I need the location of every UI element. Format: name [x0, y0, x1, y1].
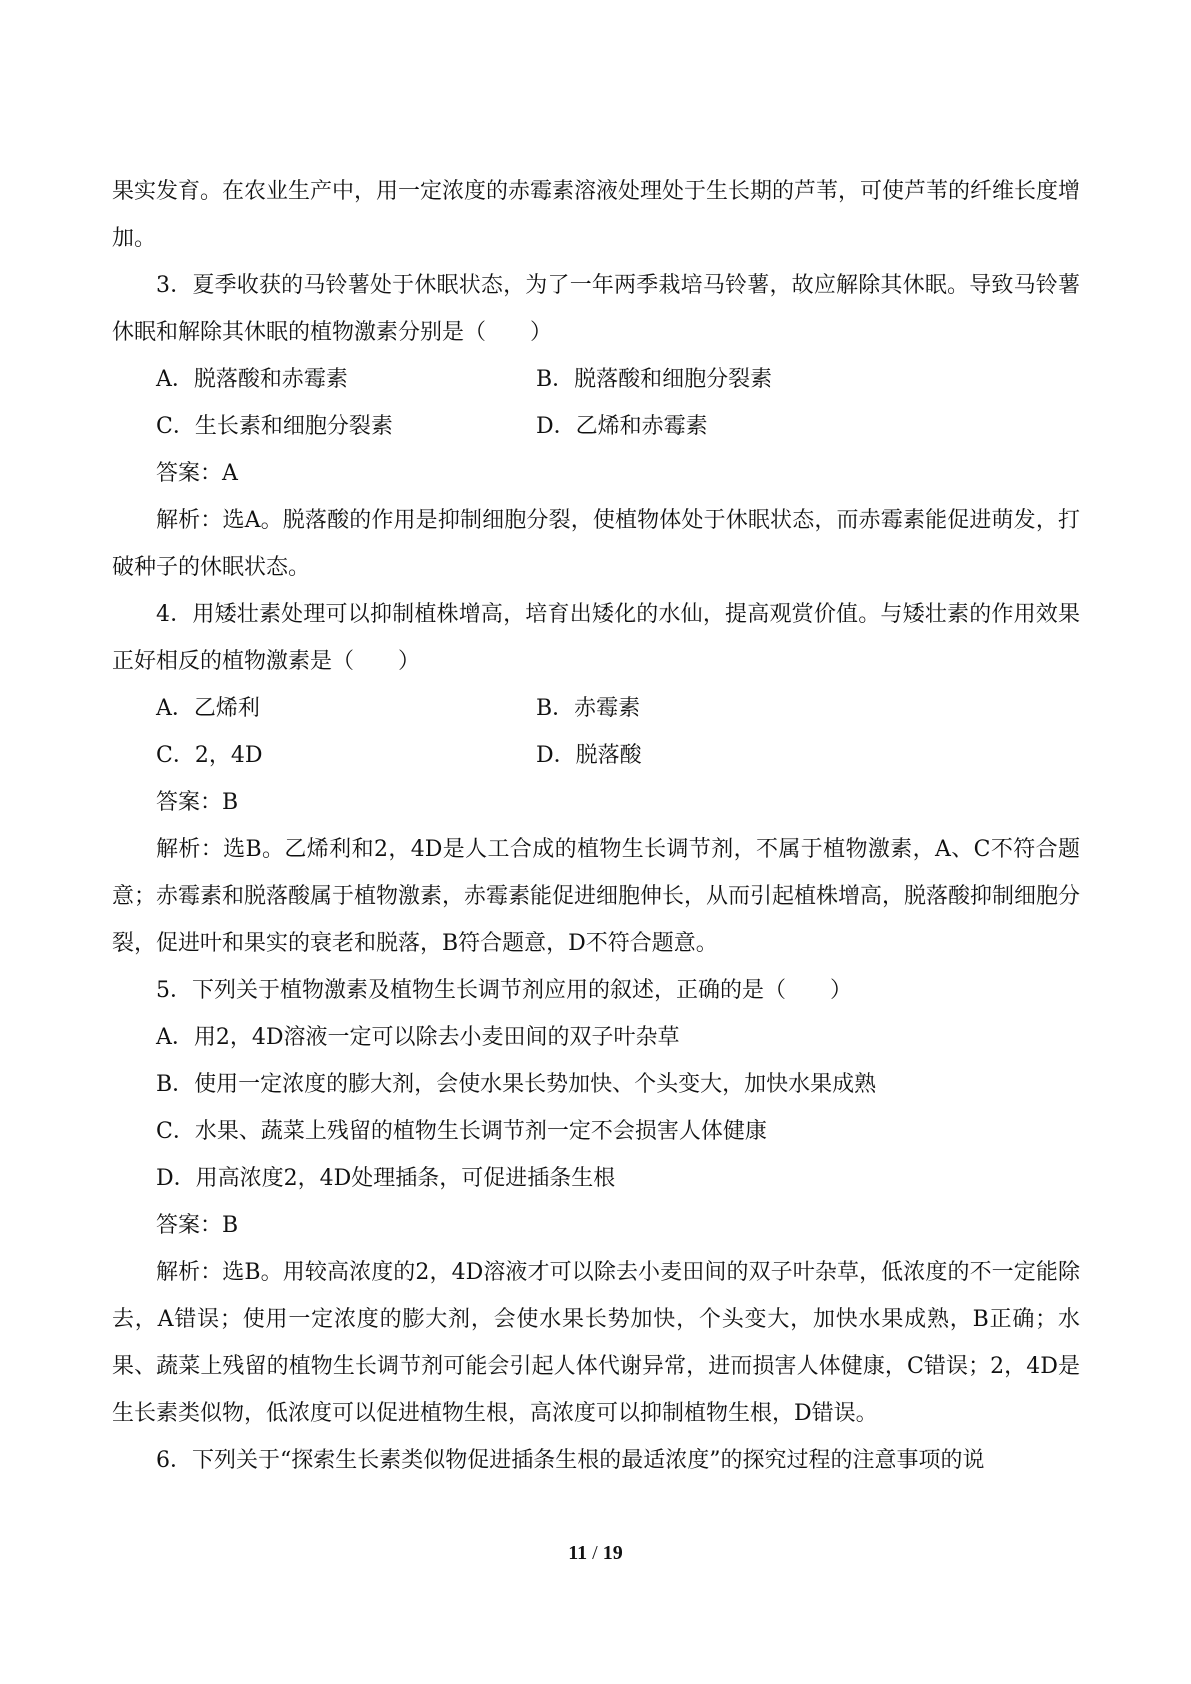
- question-3: 3．夏季收获的马铃薯处于休眠状态，为了一年两季栽培马铃薯，故应解除其休眠。导致马铃薯休眠和解除其休眠的植物激素分别是（ ）: [112, 273, 1080, 345]
- option-b: B．使用一定浓度的膨大剂，会使水果长势加快、个头变大，加快水果成熟: [156, 1072, 877, 1097]
- page-current: 11: [568, 1542, 588, 1564]
- option-c: C．2，4D: [156, 743, 263, 768]
- question-4-options-row-2: [112, 732, 1080, 779]
- question-3-options-row-2: [112, 403, 1080, 450]
- page-body: [112, 168, 1080, 1484]
- answer: 答案：A: [156, 461, 238, 486]
- question-4-options-row-1: [112, 685, 1080, 732]
- option-d: D．乙烯和赤霉素: [536, 414, 708, 439]
- option-d: D．用高浓度2，4D处理插条，可促进插条生根: [156, 1166, 616, 1191]
- option-b: B．赤霉素: [536, 696, 641, 721]
- question-5: 5．下列关于植物激素及植物生长调节剂应用的叙述，正确的是（ ）: [156, 978, 852, 1003]
- option-c: C．生长素和细胞分裂素: [156, 414, 393, 439]
- question-6: 6．下列关于“探索生长素类似物促进插条生根的最适浓度”的探究过程的注意事项的说: [156, 1448, 985, 1473]
- option-d: D．脱落酸: [536, 743, 642, 768]
- question-4: 4．用矮壮素处理可以抑制植株增高，培育出矮化的水仙，提高观赏价值。与矮壮素的作用效果正好相反的植物激素是（ ）: [112, 602, 1080, 674]
- answer: 答案：B: [156, 1213, 239, 1238]
- page-separator: /: [592, 1542, 598, 1564]
- page-total: 19: [602, 1542, 623, 1564]
- paragraph-continuation: 果实发育。在农业生产中，用一定浓度的赤霉素溶液处理处于生长期的芦苇，可使芦苇的纤维长度增加。: [112, 179, 1081, 251]
- option-a: A．脱落酸和赤霉素: [156, 367, 348, 392]
- explanation: 解析：选B。用较高浓度的2，4D溶液才可以除去小麦田间的双子叶杂草，低浓度的不一定能除去，A错误；使用一定浓度的膨大剂，会使水果长势加快，个头变大，加快水果成熟，B正确；水果、蔬菜上残留的植物生长调节剂可能会引起人体代谢异常，进而损害人体健康，C错误；2，4D是生长素类似物，低浓度可以促进植物生根，高浓度可以抑制植物生根，D错误。: [112, 1260, 1080, 1426]
- answer: 答案：B: [156, 790, 239, 815]
- option-a: A．乙烯利: [156, 696, 260, 721]
- explanation: 解析：选A。脱落酸的作用是抑制细胞分裂，使植物体处于休眠状态，而赤霉素能促进萌发，打破种子的休眠状态。: [112, 508, 1080, 580]
- option-b: B．脱落酸和细胞分裂素: [536, 367, 773, 392]
- option-a: A．用2，4D溶液一定可以除去小麦田间的双子叶杂草: [156, 1025, 680, 1050]
- explanation: 解析：选B。乙烯利和2，4D是人工合成的植物生长调节剂，不属于植物激素，A、C不符合题意；赤霉素和脱落酸属于植物激素，赤霉素能促进细胞伸长，从而引起植株增高，脱落酸抑制细胞分裂，促进叶和果实的衰老和脱落，B符合题意，D不符合题意。: [112, 837, 1081, 956]
- option-c: C．水果、蔬菜上残留的植物生长调节剂一定不会损害人体健康: [156, 1119, 767, 1144]
- question-3-options-row-1: [112, 356, 1080, 403]
- page-number: [0, 1542, 1191, 1565]
